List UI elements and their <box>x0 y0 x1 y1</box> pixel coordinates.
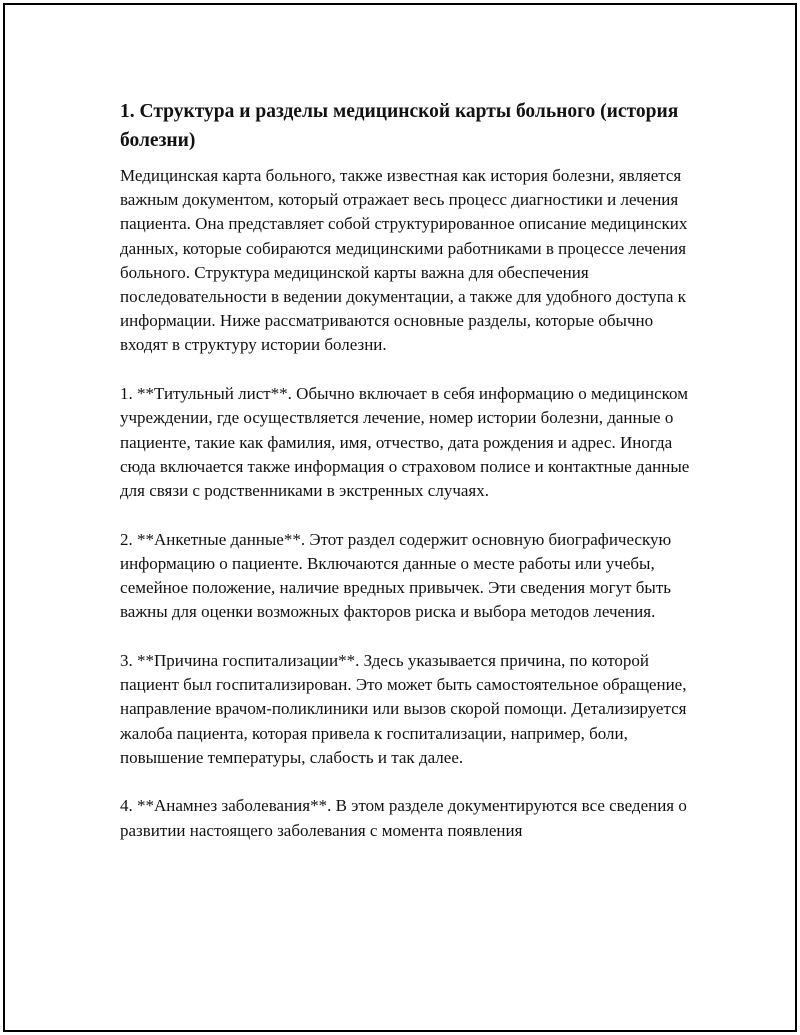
intro-paragraph: Медицинская карта больного, также известная как история болезни, является важным документом, который отражает весь процесс диагностики и лечения пациента. Она представляет собой структурированное описание медицинских данных, которые собираются медицинскими работниками в процессе лечения больного. Структура медицинской карты важна для обеспечения последовательности в ведении документации, а также для удобного доступа к информации. Ниже рассматриваются основные разделы, которые обычно входят в структуру истории болезни. <box>120 166 688 355</box>
page-frame <box>3 3 797 1032</box>
paragraph-title-page: 1. **Титульный лист**. Обычно включает в себя информацию о медицинском учреждении, где осуществляется лечение, номер истории болезни, данные о пациенте, такие как фамилия, имя, отчество, дата рождения и адрес. Иногда сюда включается также информация о страховом полисе и контактные данные для связи с родственниками в экстренных случаях. <box>120 384 690 500</box>
paragraph-personal-data: 2. **Анкетные данные**. Этот раздел содержит основную биографическую информацию о пациенте. Включаются данные о месте работы или учебы, семейное положение, наличие вредных привычек. Эти сведения могут быть важны для оценки возможных факторов риска и выбора методов лечения. <box>120 529 672 622</box>
paragraph-disease-anamnesis: 4. **Анамнез заболевания**. В этом разделе документируются все сведения о развитии настоящего заболевания с момента появления <box>120 796 687 840</box>
section-heading: 1. Структура и разделы медицинской карты больного (история болезни) <box>120 101 679 151</box>
paragraph-hospitalization-reason: 3. **Причина госпитализации**. Здесь указывается причина, по которой пациент был госпитализирован. Это может быть самостоятельное обращение, направление врачом-поликлиники или вызов скорой помощи. Детализируется жалоба пациента, которая привела к госпитализации, например, боли, повышение температуры, слабость и так далее. <box>120 650 687 767</box>
document-body <box>120 97 700 843</box>
